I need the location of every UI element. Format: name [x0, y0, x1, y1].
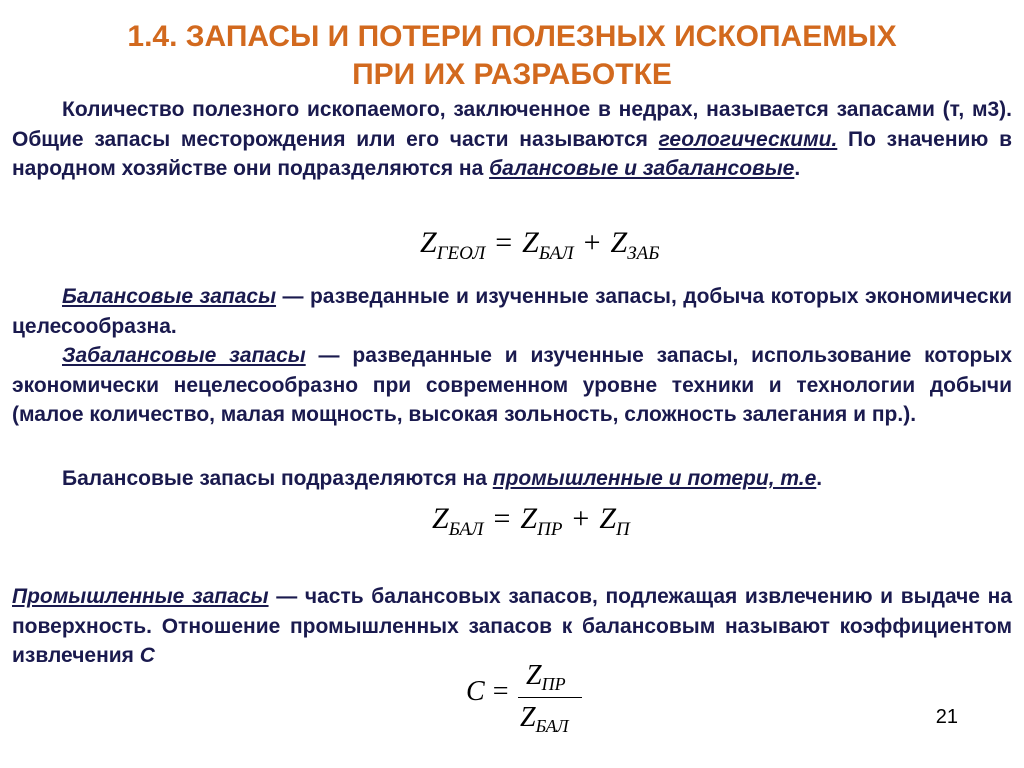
formula-balance-reserves: $Z_{БАЛ} = Z_{ПР} + Z_П$	[432, 502, 630, 540]
title-line-2: ПРИ ИХ РАЗРАБОТКЕ	[352, 58, 672, 91]
term-industrial-losses: промышленные и потери, т.е	[492, 467, 817, 490]
coefficient-c: C =	[466, 676, 509, 707]
offbalance-definition: Забалансовые запасы — разведанные и изученные запасы, использование которых экономически нецелесообразно при современном уровне техники и технологии добычи (малое количество, малая мощность, высокая зольность, сложность залегания и пр.).	[12, 344, 1012, 426]
formula-geological-reserves: $Z_{ГЕОЛ} = Z_{БАЛ} + Z_{ЗАБ}$	[420, 226, 660, 264]
numerator: $Z_{ПР}$	[526, 660, 566, 694]
intro-text-1: Количество полезного ископаемого, заключенное в недрах, называется запасами (т, м3). Общие запасы месторождения или его части называются	[12, 98, 1012, 151]
subdivision-paragraph: Балансовые запасы подразделяются на промышленные и потери, т.е.	[62, 467, 823, 490]
title-line-1: 1.4. ЗАПАСЫ И ПОТЕРИ ПОЛЕЗНЫХ ИСКОПАЕМЫХ	[127, 20, 897, 53]
intro-text-3: .	[794, 157, 801, 180]
page-number: 21	[935, 706, 958, 728]
industrial-definition: Промышленные запасы — часть балансовых запасов, подлежащая извлечению и выдаче на поверхность. Отношение промышленных запасов к балансовым называют коэффициентом извлечения С	[12, 585, 1013, 667]
intro-text-2: По значению в народном хозяйстве они подразделяются на	[12, 127, 1012, 180]
term-offbalance: Забалансовые запасы	[62, 344, 306, 367]
slide-title	[0, 18, 1024, 94]
term-balance-offbalance: балансовые и забалансовые	[489, 157, 795, 180]
balance-definition: Балансовые запасы — разведанные и изученные запасы, добыча которых экономически целесообразна.	[12, 285, 1012, 338]
denominator: $Z_{БАЛ}$	[520, 702, 569, 736]
term-balance: Балансовые запасы	[62, 285, 277, 308]
term-geological: геологическими.	[658, 127, 838, 151]
var-c: С	[139, 644, 155, 667]
intro-paragraph	[12, 95, 1012, 184]
term-industrial: Промышленные запасы	[12, 585, 269, 608]
fraction-bar	[518, 697, 582, 698]
